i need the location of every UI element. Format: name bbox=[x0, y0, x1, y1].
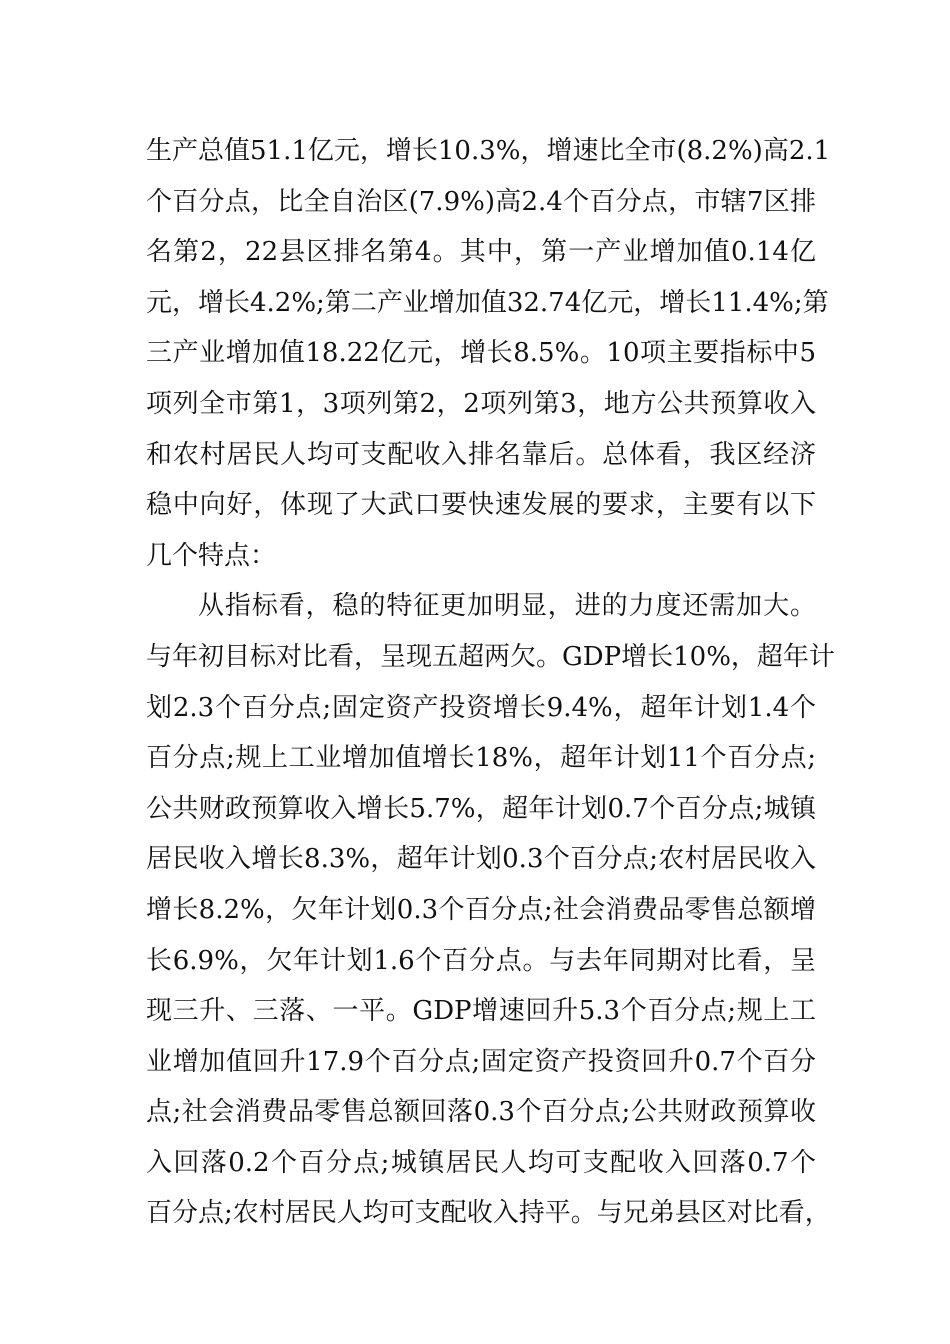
text-line: 生产总值51.1亿元，增长10.3%，增速比全市(8.2%)高2.1 bbox=[146, 136, 831, 166]
text-line: 稳中向好，体现了大武口要快速发展的要求，主要有以下 bbox=[146, 490, 816, 521]
body-text bbox=[146, 126, 835, 1239]
text-line: 入回落0.2个百分点;城镇居民人均可支配收入回落0.7个 bbox=[146, 1147, 816, 1178]
text-line: 和农村居民人均可支配收入排名靠后。总体看，我区经济 bbox=[146, 439, 816, 470]
text-line: 名第2，22县区排名第4。其中，第一产业增加值0.14亿 bbox=[146, 237, 816, 268]
text-line: 公共财政预算收入增长5.7%，超年计划0.7个百分点;城镇 bbox=[146, 793, 816, 824]
text-line: 从指标看，稳的特征更加明显，进的力度还需加大。 bbox=[198, 591, 816, 622]
text-line: 三产业增加值18.22亿元，增长8.5%。10项主要指标中5 bbox=[146, 338, 816, 369]
text-line: 居民收入增长8.3%，超年计划0.3个百分点;农村居民收入 bbox=[146, 844, 816, 875]
text-line: 长6.9%，欠年计划1.6个百分点。与去年同期对比看，呈 bbox=[146, 945, 816, 976]
text-line: 现三升、三落、一平。GDP增速回升5.3个百分点;规上工 bbox=[146, 996, 816, 1027]
text-line: 项列全市第1，3项列第2，2项列第3，地方公共预算收入 bbox=[146, 388, 816, 419]
text-line: 点;社会消费品零售总额回落0.3个百分点;公共财政预算收 bbox=[146, 1097, 816, 1128]
text-line: 百分点;农村居民人均可支配收入持平。与兄弟县区对比看， bbox=[146, 1198, 831, 1229]
text-line: 几个特点： bbox=[146, 540, 277, 571]
text-line: 个百分点，比全自治区(7.9%)高2.4个百分点，市辖7区排 bbox=[146, 186, 816, 217]
text-line: 与年初目标对比看，呈现五超两欠。GDP增长10%，超年计 bbox=[146, 641, 835, 672]
text-line: 划2.3个百分点;固定资产投资增长9.4%，超年计划1.4个 bbox=[146, 692, 816, 723]
text-line: 业增加值回升17.9个百分点;固定资产投资回升0.7个百分 bbox=[146, 1046, 816, 1077]
text-line: 元，增长4.2%;第二产业增加值32.74亿元，增长11.4%;第 bbox=[146, 287, 829, 318]
text-line: 增长8.2%，欠年计划0.3个百分点;社会消费品零售总额增 bbox=[146, 894, 816, 925]
text-line: 百分点;规上工业增加值增长18%，超年计划11个百分点; bbox=[146, 743, 816, 774]
